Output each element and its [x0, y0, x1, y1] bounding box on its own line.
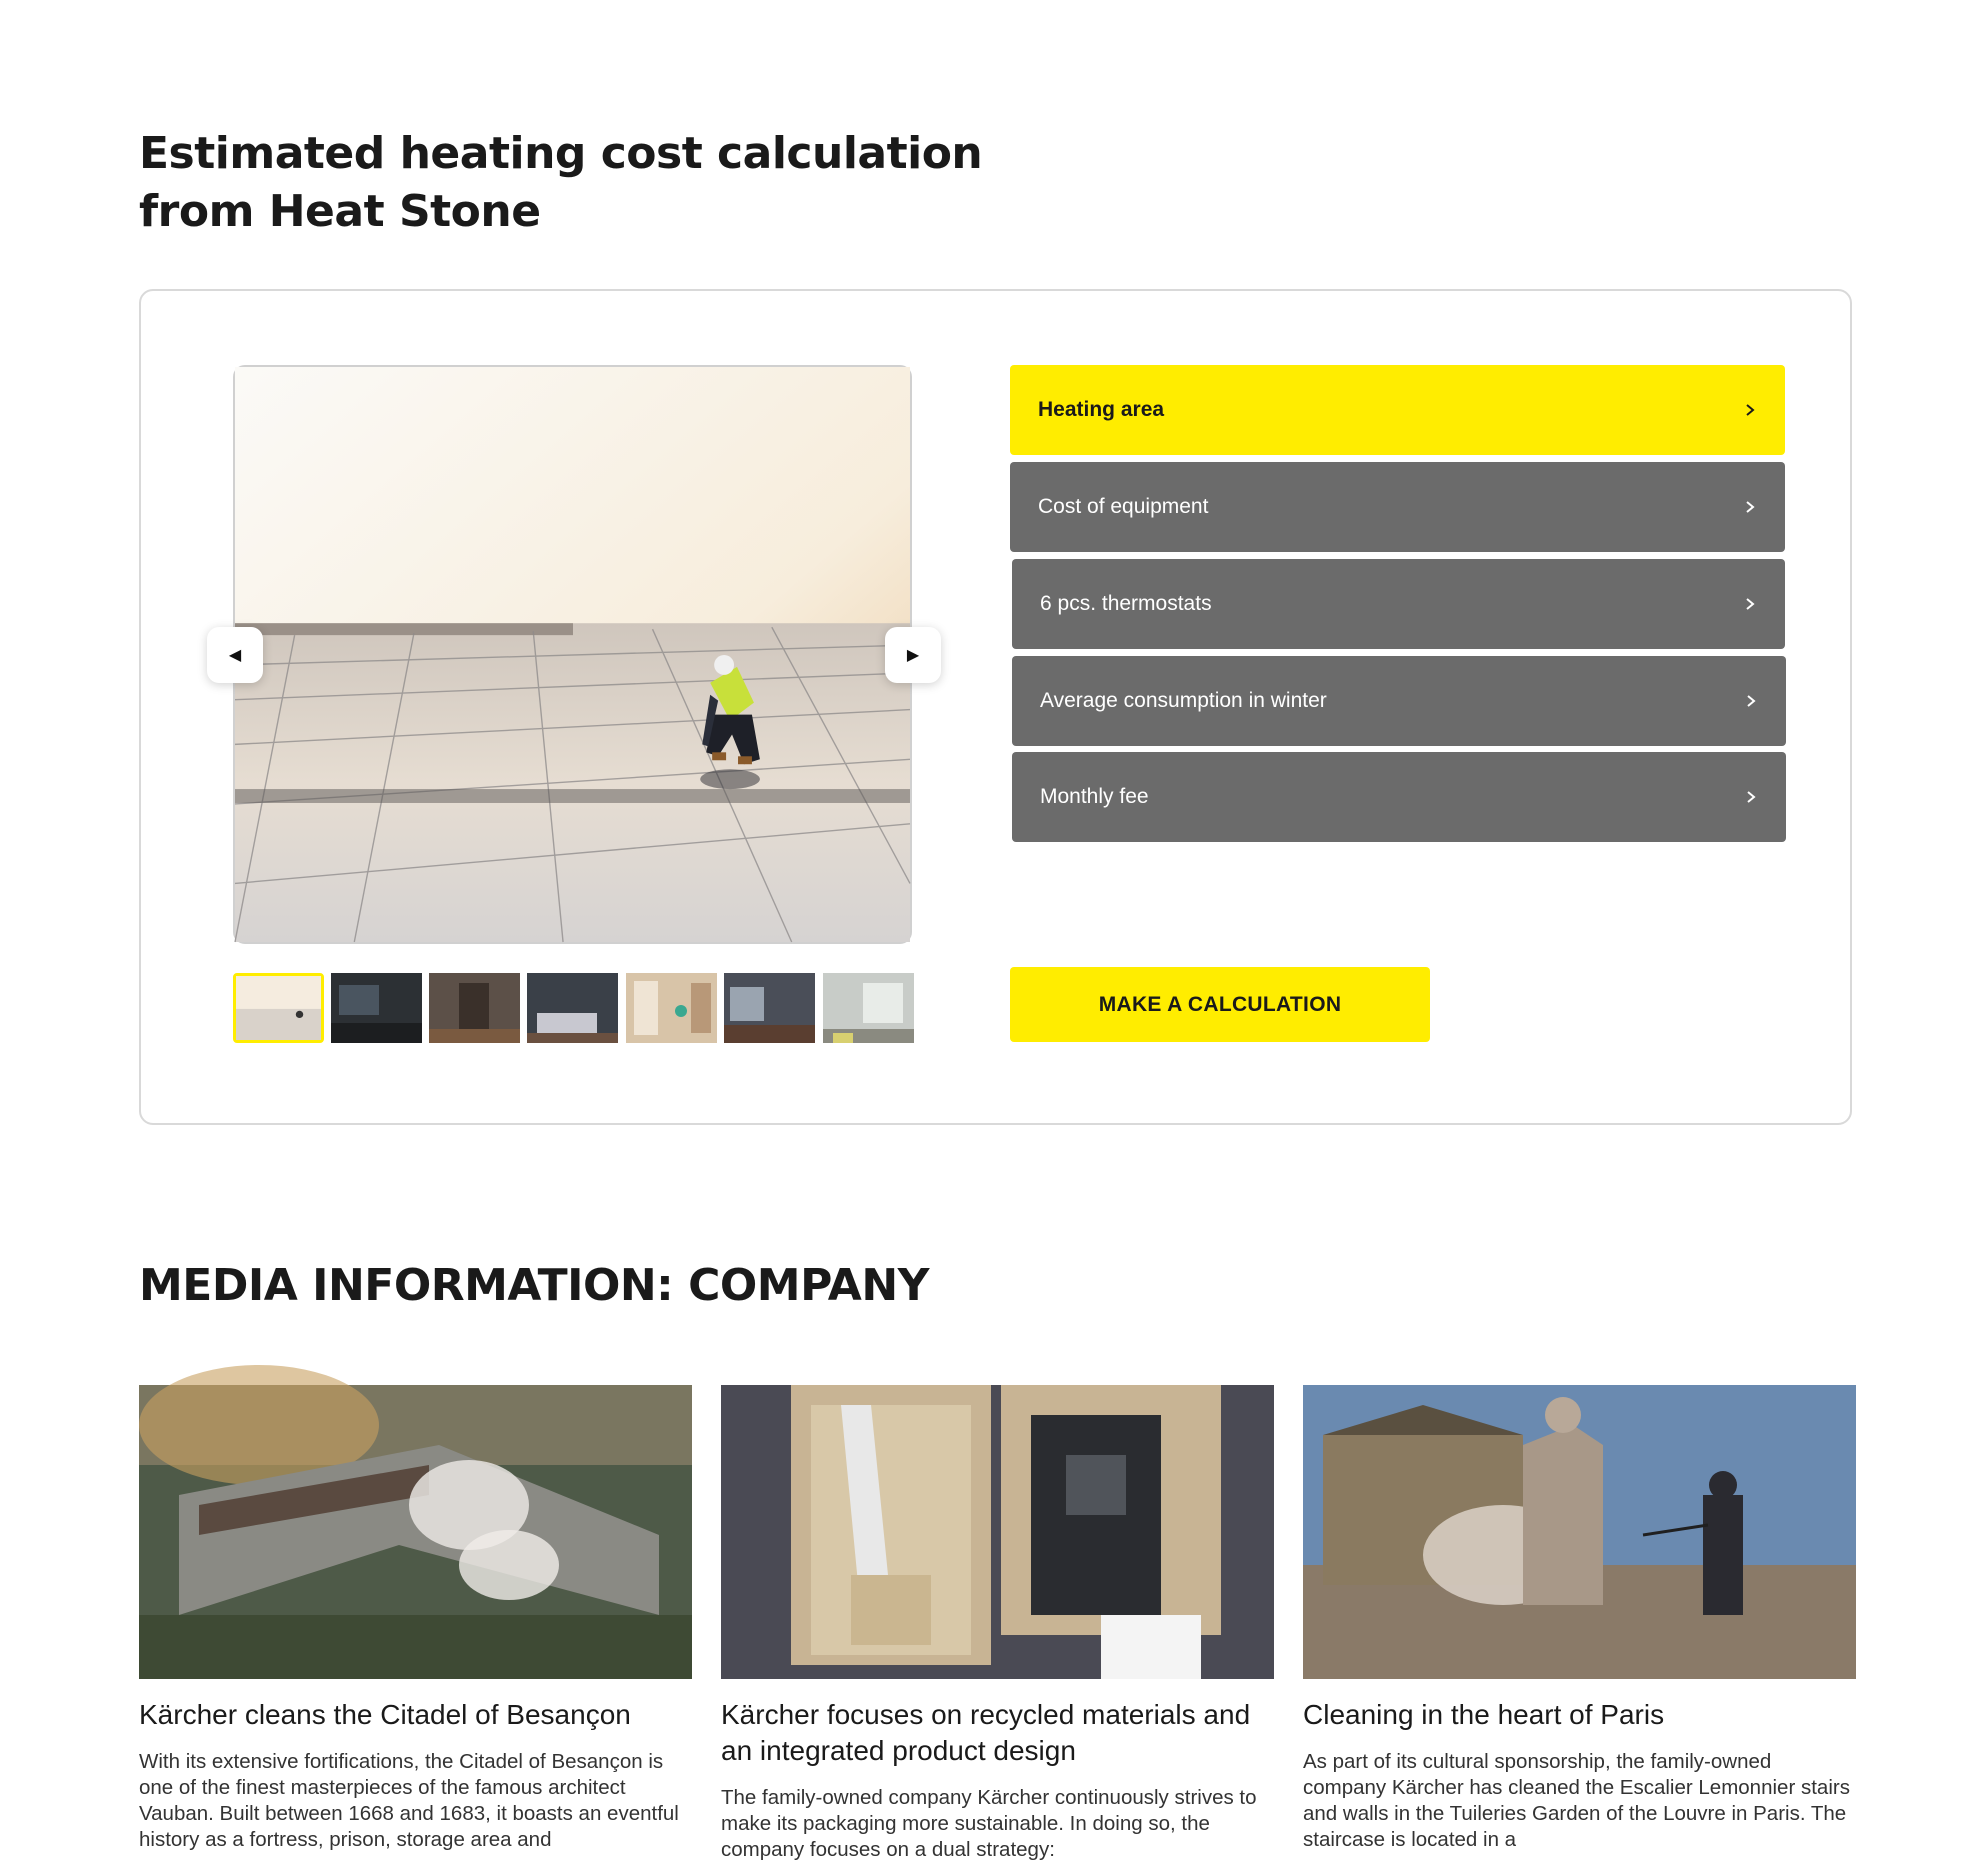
- make-calculation-button[interactable]: MAKE A CALCULATION: [1010, 967, 1430, 1042]
- card-title[interactable]: Cleaning in the heart of Paris: [1303, 1699, 1665, 1730]
- accordion-label: 6 pcs. thermostats: [1040, 592, 1212, 615]
- card-title[interactable]: Kärcher focuses on recycled materials and an integrated product design: [721, 1699, 1251, 1766]
- chevron-right-icon: [1743, 403, 1757, 417]
- card-title[interactable]: Kärcher cleans the Citadel of Besançon: [139, 1699, 631, 1730]
- gallery-thumbnail[interactable]: [331, 973, 422, 1043]
- card-text: The family-owned company Kärcher continuously strives to make its packaging more sustainable. In doing so, the company focuses on a dual strategy:: [721, 1786, 1257, 1861]
- triangle-left-icon: ◀: [228, 647, 242, 664]
- accordion-average-consumption[interactable]: [1012, 656, 1786, 746]
- gallery-thumbnail[interactable]: [527, 973, 618, 1043]
- gallery-main-image: [233, 365, 912, 944]
- gallery-thumbnail[interactable]: [233, 973, 324, 1043]
- gallery-thumbnail[interactable]: [823, 973, 914, 1043]
- chevron-right-icon: [1743, 597, 1757, 611]
- accordion-label: Cost of equipment: [1038, 495, 1209, 518]
- gallery-next-button[interactable]: [885, 627, 941, 683]
- calculator-title: Estimated heating cost calculation from Heat Stone: [139, 128, 983, 237]
- card-image-paris[interactable]: [1303, 1385, 1856, 1679]
- media-card: [1303, 1385, 1856, 1853]
- accordion-monthly-fee[interactable]: [1012, 752, 1786, 842]
- accordion-label: Heating area: [1038, 398, 1165, 421]
- accordion-heating-area[interactable]: [1010, 365, 1785, 455]
- accordion-cost-of-equipment[interactable]: [1010, 462, 1785, 552]
- card-text: As part of its cultural sponsorship, the family-owned company Kärcher has cleaned the Escalier Lemonnier stairs and walls in the Tuileries Garden of the Louvre in Paris. The staircase is located in a: [1303, 1750, 1850, 1851]
- chevron-right-icon: [1743, 500, 1757, 514]
- media-card: [139, 1385, 692, 1853]
- accordion-thermostats[interactable]: [1012, 559, 1785, 649]
- gallery-thumbnail[interactable]: [429, 973, 520, 1043]
- gallery-thumbnail[interactable]: [626, 973, 717, 1043]
- chevron-right-icon: [1744, 694, 1758, 708]
- card-image-packaging[interactable]: [721, 1385, 1274, 1679]
- gallery-thumbnail[interactable]: [724, 973, 815, 1043]
- card-text: With its extensive fortifications, the Citadel of Besançon is one of the finest masterpieces of the famous architect Vauban. Built between 1668 and 1683, it boasts an eventful history as a fortress, prison, storage area and: [139, 1750, 679, 1851]
- card-image-citadel[interactable]: [139, 1385, 692, 1679]
- accordion-label: Average consumption in winter: [1040, 689, 1327, 712]
- media-card: [721, 1385, 1274, 1863]
- gallery-prev-button[interactable]: [207, 627, 263, 683]
- accordion-label: Monthly fee: [1040, 785, 1149, 808]
- media-section-title: MEDIA INFORMATION: COMPANY: [139, 1260, 930, 1311]
- gallery-thumbnails: [233, 973, 917, 1043]
- chevron-right-icon: [1744, 790, 1758, 804]
- triangle-right-icon: ▶: [906, 647, 920, 664]
